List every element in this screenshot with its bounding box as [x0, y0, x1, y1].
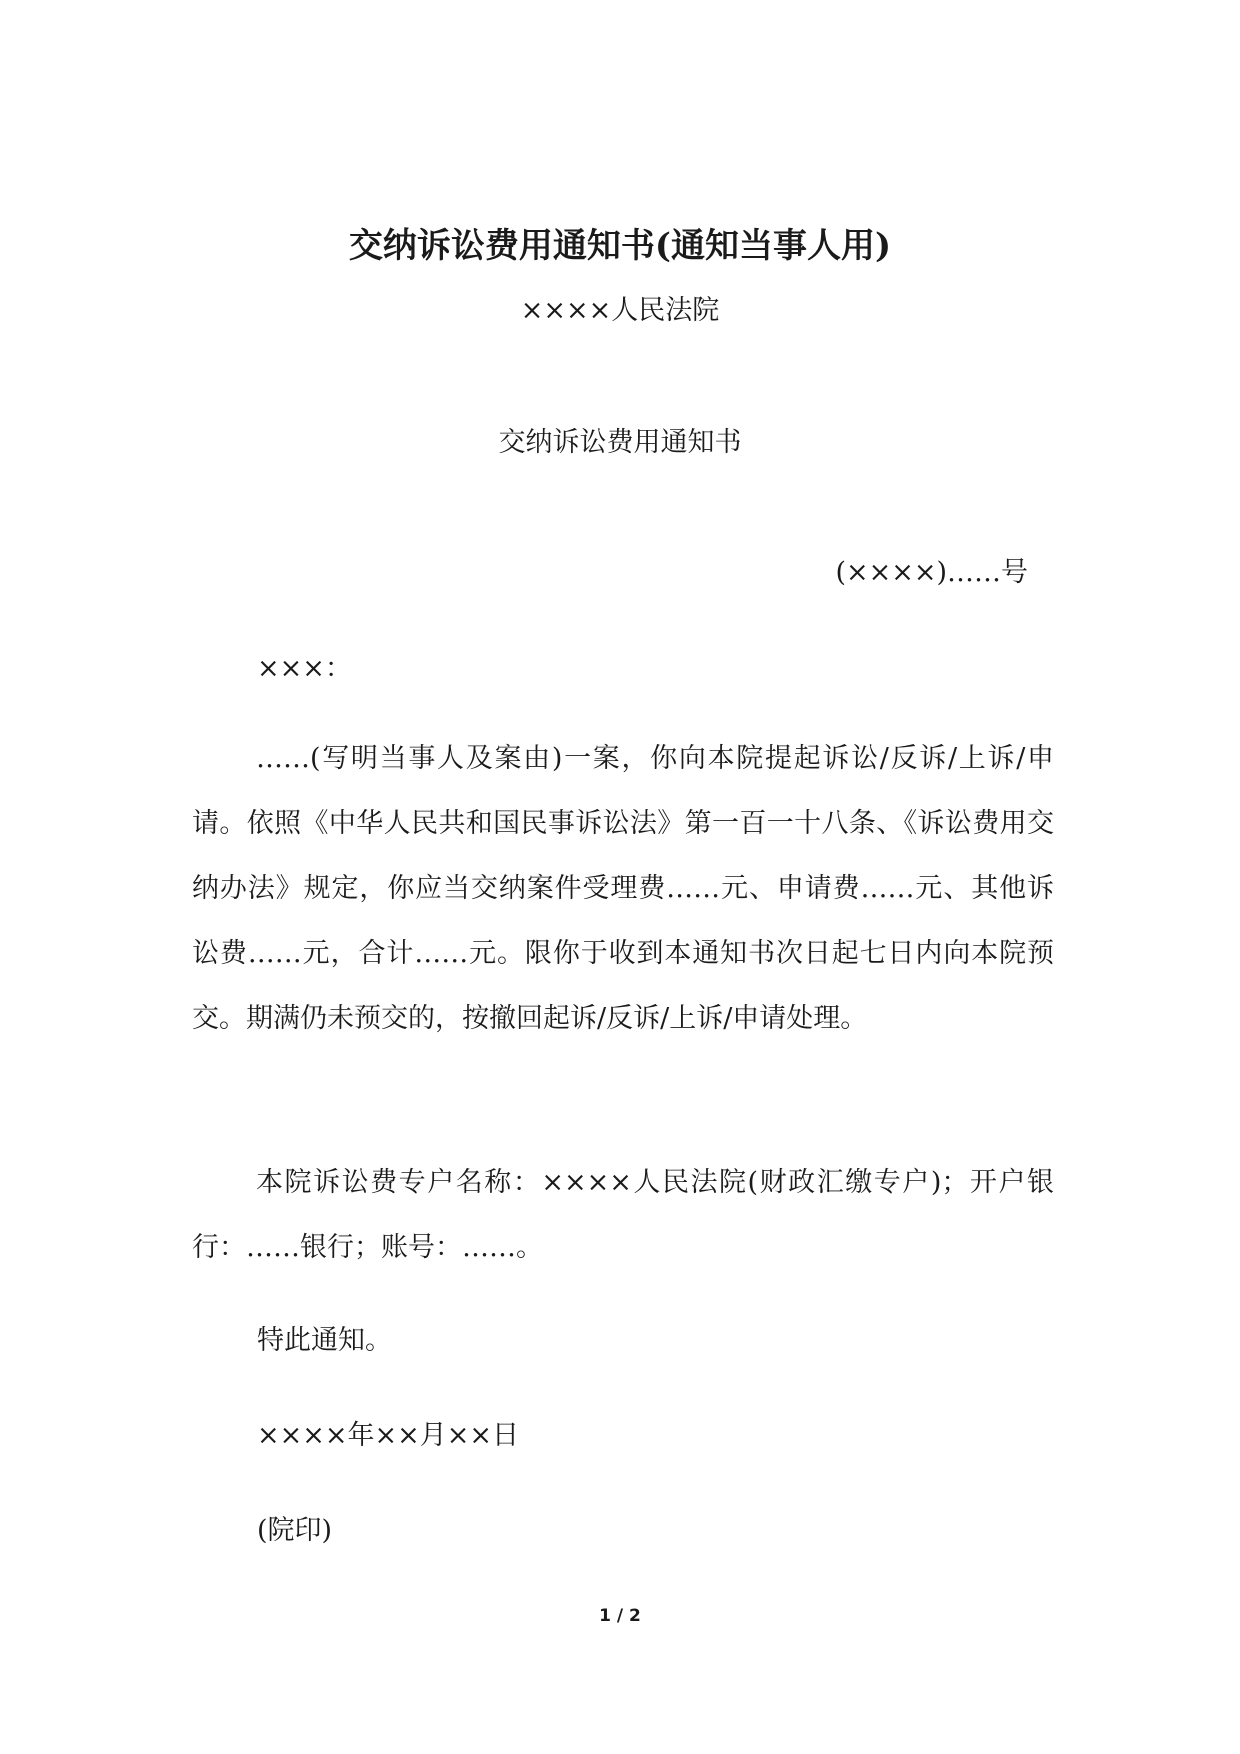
document-title: 交纳诉讼费用通知书(通知当事人用) — [348, 226, 892, 266]
date-line: ××××年××月××日 — [257, 1420, 519, 1451]
court-name: ××××人民法院 — [520, 295, 720, 326]
body-paragraph-fees: ……(写明当事人及案由)一案，你向本院提起诉讼/反诉/上诉/申请。依照《中华人民共和国民事诉讼法》第一百一十八条、《诉讼费用交纳办法》规定，你应当交纳案件受理费……元、申请费……元、其他诉讼费……元，合计……元。限你于收到本通知书次日起七日内向本院预交。期满仍未预交的，按撤回起诉/反诉/上诉/申请处理。 — [192, 743, 1054, 1034]
closing-text: 特此通知。 — [257, 1325, 392, 1356]
page-number: 1 / 2 — [599, 1606, 641, 1626]
court-seal-note: (院印) — [257, 1515, 333, 1546]
body-paragraph-account: 本院诉讼费专户名称：××××人民法院(财政汇缴专户)；开户银行：……银行；账号：……。 — [192, 1167, 1054, 1263]
addressee: ×××： — [257, 653, 352, 684]
case-number: (××××)……号 — [835, 557, 1028, 588]
notice-title: 交纳诉讼费用通知书 — [498, 427, 742, 458]
